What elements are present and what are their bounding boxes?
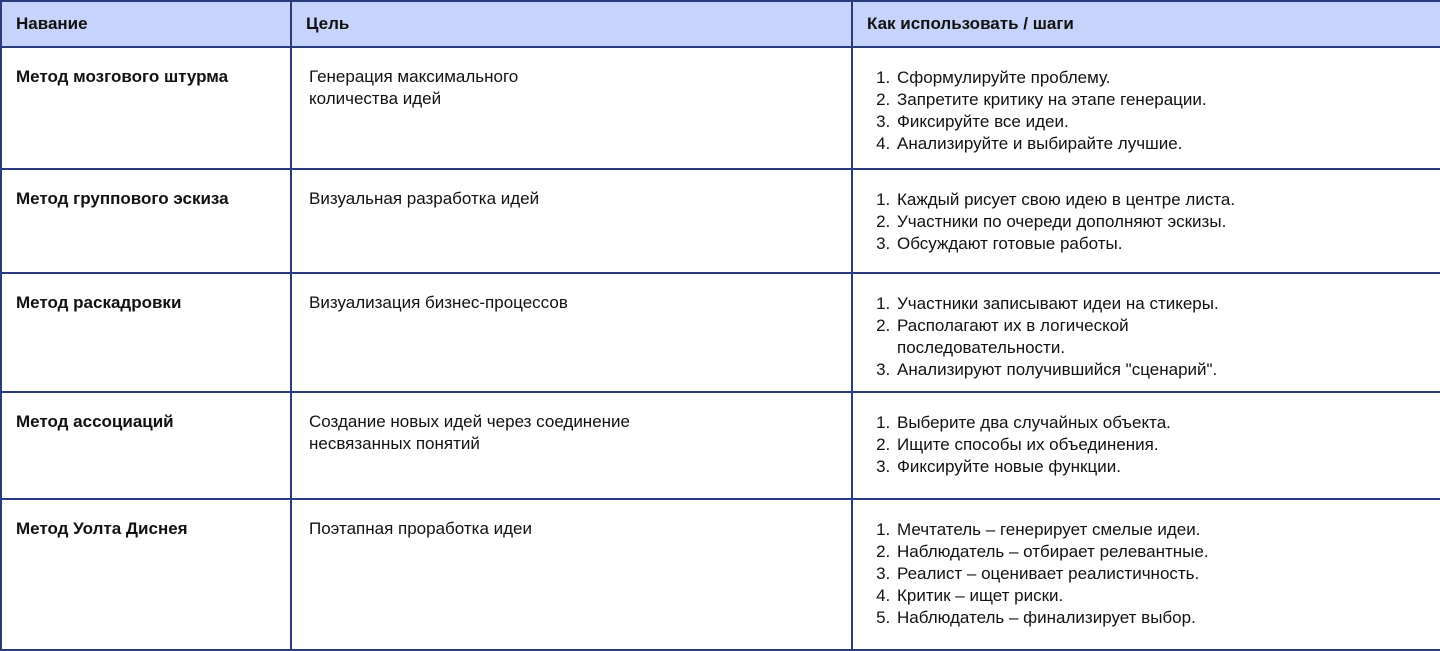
step-item: 4. Критик – ищет риски. — [895, 585, 1426, 607]
step-item: 1. Участники записывают идеи на стикеры. — [895, 293, 1426, 315]
header-steps: Как использовать / шаги — [852, 1, 1440, 47]
step-item: 1. Каждый рисует свою идею в центре листа. — [895, 189, 1426, 211]
header-goal: Цель — [291, 1, 852, 47]
steps-list — [873, 293, 1426, 381]
steps-list — [873, 189, 1426, 255]
goal-line: несвязанных понятий — [309, 434, 480, 453]
table-row — [1, 392, 1440, 499]
goal-line: Создание новых идей через соединение — [309, 412, 630, 431]
step-item: 2. Располагают их в логической последовательности. — [895, 315, 1167, 359]
method-goal — [291, 169, 852, 273]
goal-line: Визуальная разработка идей — [309, 189, 540, 208]
step-item: 3. Реалист – оценивает реалистичность. — [895, 563, 1426, 585]
method-steps — [852, 499, 1440, 650]
table-row — [1, 47, 1440, 169]
header-row — [1, 1, 1440, 47]
goal-line: Поэтапная проработка идеи — [309, 519, 532, 538]
method-goal — [291, 499, 852, 650]
method-name: Метод группового эскиза — [1, 169, 291, 273]
goal-line: Визуализация бизнес-процессов — [309, 293, 568, 312]
step-item: 3. Фиксируйте все идеи. — [895, 111, 1426, 133]
step-item: 2. Запретите критику на этапе генерации. — [895, 89, 1426, 111]
goal-line: количества идей — [309, 89, 442, 108]
method-name: Метод мозгового штурма — [1, 47, 291, 169]
step-item: 1. Мечтатель – генерирует смелые идеи. — [895, 519, 1426, 541]
method-steps — [852, 392, 1440, 499]
method-goal — [291, 47, 852, 169]
method-name: Метод раскадровки — [1, 273, 291, 392]
step-item: 2. Ищите способы их объединения. — [895, 434, 1426, 456]
method-goal — [291, 273, 852, 392]
step-item: 3. Обсуждают готовые работы. — [895, 233, 1426, 255]
steps-list — [873, 67, 1426, 155]
step-item: 2. Участники по очереди дополняют эскизы. — [895, 211, 1426, 233]
step-item: 4. Анализируйте и выбирайте лучшие. — [895, 133, 1426, 155]
step-item: 5. Наблюдатель – финализирует выбор. — [895, 607, 1426, 629]
steps-list — [873, 519, 1426, 629]
method-steps — [852, 169, 1440, 273]
table-row — [1, 169, 1440, 273]
header-name: Навание — [1, 1, 291, 47]
method-goal — [291, 392, 852, 499]
step-item: 1. Выберите два случайных объекта. — [895, 412, 1426, 434]
method-name: Метод ассоциаций — [1, 392, 291, 499]
step-item: 1. Сформулируйте проблему. — [895, 67, 1426, 89]
table-row — [1, 499, 1440, 650]
method-steps — [852, 47, 1440, 169]
table-row — [1, 273, 1440, 392]
method-steps — [852, 273, 1440, 392]
step-item: 3. Фиксируйте новые функции. — [895, 456, 1426, 478]
method-name: Метод Уолта Диснея — [1, 499, 291, 650]
goal-line: Генерация максимального — [309, 67, 519, 86]
step-item: 3. Анализируют получившийся "сценарий". — [895, 359, 1426, 381]
step-item: 2. Наблюдатель – отбирает релевантные. — [895, 541, 1426, 563]
steps-list — [873, 412, 1426, 478]
